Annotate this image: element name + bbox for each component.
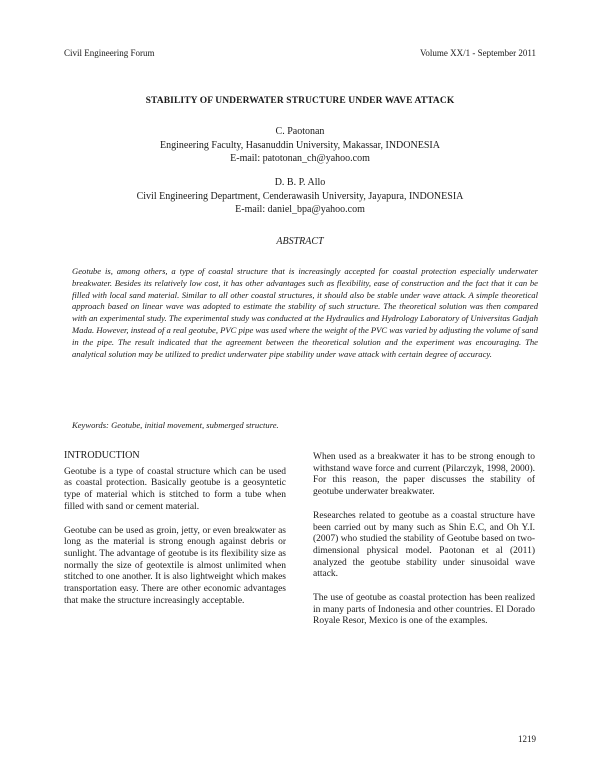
volume-info: Volume XX/1 - September 2011	[420, 48, 536, 58]
paper-title: STABILITY OF UNDERWATER STRUCTURE UNDER WAVE ATTACK	[145, 96, 455, 106]
author-block-2	[0, 176, 600, 217]
right-column	[313, 452, 535, 640]
author-email: E-mail: patotonan_ch@yahoo.com	[230, 153, 370, 164]
author-block-1	[0, 125, 600, 166]
left-column	[64, 450, 286, 619]
author-affiliation: Civil Engineering Department, Cenderawasih University, Jayapura, INDONESIA	[136, 190, 464, 202]
author-name: D. B. P. Allo	[274, 177, 326, 188]
page-number: 1219	[518, 734, 536, 744]
paragraph: When used as a breakwater it has to be strong enough to withstand wave force and current (Pilarczyk, 1998, 2000). For this reason, the paper discusses the stability of geotube underwater breakwater.	[313, 452, 535, 498]
paragraph: Geotube is a type of coastal structure which can be used as coastal protection. Basically geotube is a geosyntetic type of material which is stitched to form a tube when filled with sand or cement material.	[64, 466, 286, 512]
author-name: C. Paotonan	[275, 126, 325, 137]
abstract-heading: ABSTRACT	[276, 236, 324, 247]
paragraph: Researches related to geotube as a coastal structure have been carried out by many such as Shin E.C, and Oh Y.I. (2007) who studied the stability of Geotube based on two-dimensional physical model. Paotonan et al (2011) analyzed the geotube stability under sinusoidal wave attack.	[313, 510, 535, 580]
paragraph: Geotube can be used as groin, jetty, or even breakwater as long as the material is strong enough against debris or sunlight. The advantage of geotube is its flexibility size as normally the size of geotextile is almost unlimited when stitched to one another. It is also lightweight which makes transportation easy. There are other economic advantages that make the structure increasingly acceptable.	[64, 525, 286, 606]
author-affiliation: Engineering Faculty, Hasanuddin University, Makassar, INDONESIA	[160, 139, 440, 151]
journal-name: Civil Engineering Forum	[64, 48, 155, 58]
author-email: E-mail: daniel_bpa@yahoo.com	[235, 204, 365, 215]
paragraph: The use of geotube as coastal protection has been realized in many parts of Indonesia and other countries. El Dorado Royale Resor, Mexico is one of the examples.	[313, 593, 535, 627]
keywords: Keywords: Geotube, initial movement, submerged structure.	[72, 420, 279, 430]
abstract-body: Geotube is, among others, a type of coastal structure that is increasingly accepted for coastal protection especially underwater breakwater. Besides its relatively low cost, it has other advantages such as flexibility, ease of construction and the fact that it can be filled with local sand material. Similar to all other coastal structures, it should also be stable under wave attack. A simple theoretical approach based on linear wave was adopted to estimate the stability of such structure. The theoretical solution was then compared with an experimental study. The experimental study was conducted at the Hydraulics and Hydrology Laboratory of Universitas Gadjah Mada. However, instead of a real geotube, PVC pipe was used where the weight of the PVC was varied by adjusting the volume of sand in the pipe. The result indicated that the agreement between the theoretical solution and the experiment was encouraging. The analytical solution may be utilized to predict underwater pipe stability under wave attack with certain degree of accuracy.	[72, 266, 538, 359]
section-heading-introduction: INTRODUCTION	[64, 450, 140, 461]
